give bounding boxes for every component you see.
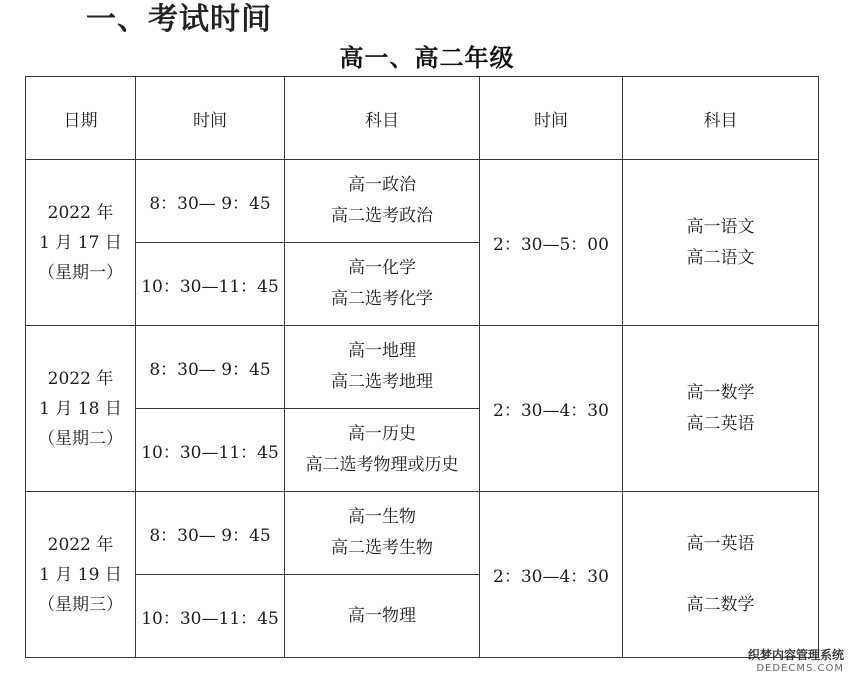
- subject-line: 高一英语: [686, 533, 755, 554]
- morning-time-cell: 8：30— 9：45: [136, 326, 285, 409]
- morning-time-cell: 8：30— 9：45: [136, 492, 285, 575]
- morning-time-cell: 10：30—11：45: [136, 243, 285, 326]
- watermark-en: DEDECMS.COM: [756, 663, 844, 674]
- afternoon-subject-cell: [623, 492, 819, 658]
- watermark-cn: 织梦内容管理系统: [747, 648, 844, 662]
- date-weekday: （星期三）: [38, 594, 123, 615]
- table-row: [26, 160, 819, 243]
- date-month-day: 1 月 19 日: [39, 564, 122, 585]
- section-heading: 一、考试时间: [86, 2, 272, 37]
- afternoon-time-cell: 2：30—4：30: [480, 326, 623, 492]
- subject-line: 高一历史: [348, 424, 416, 444]
- subject-line: 高一物理: [348, 605, 416, 626]
- morning-subject-cell: [285, 326, 480, 409]
- subject-line: 高一数学: [686, 382, 755, 403]
- date-month-day: 1 月 17 日: [39, 232, 122, 253]
- afternoon-time-cell: 2：30—5：00: [480, 160, 623, 326]
- subject-line: 高二选考生物: [331, 538, 433, 558]
- header-morning-time: 时间: [136, 77, 285, 160]
- date-year: 2022 年: [47, 202, 114, 223]
- header-row: [26, 77, 819, 160]
- header-afternoon-subject: 科目: [623, 77, 819, 160]
- morning-subject-cell: [285, 409, 480, 492]
- table-row: [26, 492, 819, 575]
- morning-subject-cell: [285, 492, 480, 575]
- afternoon-subject-cell: [623, 160, 819, 326]
- afternoon-subject-cell: [623, 326, 819, 492]
- date-cell: [26, 492, 136, 658]
- subject-line: 高二选考物理或历史: [305, 455, 459, 475]
- date-cell: [26, 160, 136, 326]
- morning-time-cell: 10：30—11：45: [136, 409, 285, 492]
- date-year: 2022 年: [47, 534, 114, 555]
- morning-time-cell: 8：30— 9：45: [136, 160, 285, 243]
- subject-line: 高二选考地理: [331, 372, 433, 392]
- subject-line: 高二选考化学: [331, 289, 433, 309]
- subject-line: 高一地理: [348, 341, 416, 361]
- subject-line: 高一化学: [348, 258, 416, 278]
- morning-time-cell: 10：30—11：45: [136, 575, 285, 658]
- exam-schedule-table: [25, 76, 819, 658]
- morning-subject-cell: [285, 575, 480, 658]
- morning-subject-cell: [285, 243, 480, 326]
- subject-line: 高一政治: [348, 175, 416, 195]
- watermark: [748, 648, 844, 676]
- header-morning-subject: 科目: [285, 77, 480, 160]
- subject-line: 高一语文: [686, 216, 755, 237]
- subject-line: 高一生物: [348, 507, 416, 527]
- date-year: 2022 年: [47, 368, 114, 389]
- subject-line: 高二英语: [686, 413, 755, 434]
- subject-spacer: [623, 560, 818, 590]
- table-title: 高一、高二年级: [339, 43, 515, 72]
- date-month-day: 1 月 18 日: [39, 398, 122, 419]
- subject-line: 高二选考政治: [331, 206, 433, 226]
- date-weekday: （星期一）: [38, 262, 123, 283]
- subject-line: 高二数学: [686, 594, 755, 615]
- morning-subject-cell: [285, 160, 480, 243]
- subject-line: 高二语文: [686, 247, 755, 268]
- date-cell: [26, 326, 136, 492]
- header-afternoon-time: 时间: [480, 77, 623, 160]
- header-date: 日期: [26, 77, 136, 160]
- table-row: [26, 326, 819, 409]
- afternoon-time-cell: 2：30—4：30: [480, 492, 623, 658]
- date-weekday: （星期二）: [38, 428, 123, 449]
